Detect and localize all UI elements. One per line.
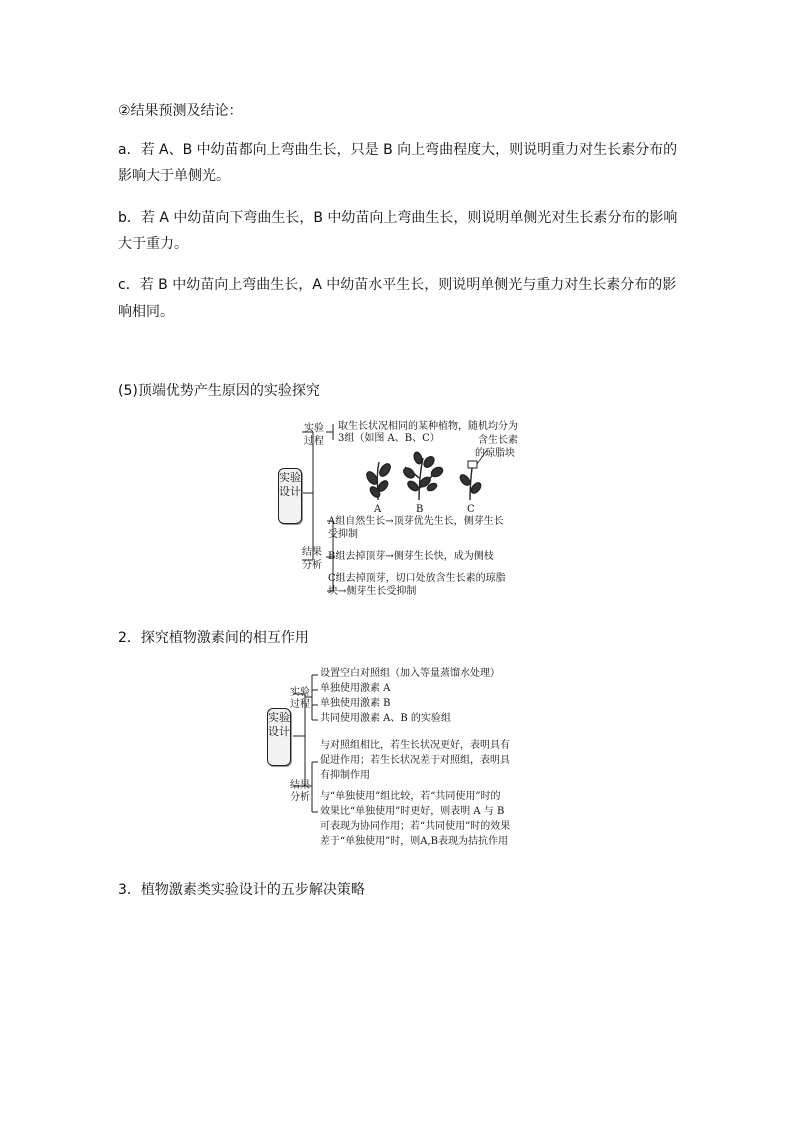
diagram2-result-2c: 可表现为协同作用；若“共同使用”时的效果 [320,821,511,832]
diagram2-result-label: 结果分析 [290,780,310,803]
diagram2-process-label: 实验过程 [290,687,310,710]
conclusion-b-line1: b．若 A 中幼苗向下弯曲生长，B 中幼苗向上弯曲生长，则说明单侧光对生长素分布的影响 [118,210,678,226]
diagram2-process-item-3: 单独使用激素 B [320,698,391,709]
diagram1-result-a2: 受抑制 [328,529,358,540]
diagram1-result-a1: A组自然生长→顶芽优先生长，侧芽生长 [328,516,504,527]
diagram2-result-1c: 有抑制作用 [320,770,370,781]
five-step-strategy-heading: 3．植物激素类实验设计的五步解决策略 [118,882,365,898]
diagram1-result-b: B组去掉顶芽→侧芽生长快，成为侧枝 [328,551,494,562]
diagram2-process-item-4: 共同使用激素 A、B 的实验组 [320,713,451,724]
diagram1-process-text1: 取生长状况相同的某种植物，随机均分为 [338,421,518,432]
conclusion-b-line2: 大于重力。 [118,236,188,252]
diagram1-root-box: 实验设计 [278,468,302,524]
apical-dominance-heading: (5)顶端优势产生原因的实验探究 [118,383,320,399]
diagram2-result-2b: 效果比“单独使用”时更好，则表明 A 与 B [320,806,505,817]
conclusion-a-line2: 影响大于单侧光。 [118,168,230,184]
plant-label-a: A [374,504,382,515]
diagram2-root-box: 实验设计 [267,708,291,766]
diagram2-process-item-1: 设置空白对照组（加入等量蒸馏水处理） [320,668,500,679]
conclusion-c-line2: 响相同。 [118,304,174,320]
diagram2-process-item-2: 单独使用激素 A [320,683,391,694]
hormone-interaction-heading: 2．探究植物激素间的相互作用 [118,630,309,646]
diagram1-agar-label2: 的琼脂块 [475,448,515,459]
conclusion-c-line1: c．若 B 中幼苗向上弯曲生长，A 中幼苗水平生长，则说明单侧光与重力对生长素分布的影 [118,277,677,293]
conclusion-heading: ②结果预测及结论： [118,103,243,119]
plant-label-c: C [467,504,475,515]
diagram1-result-c1: C组去掉顶芽，切口处放含生长素的琼脂 [328,573,506,584]
diagram2-result-2a: 与“单独使用”组比较，若“共同使用”时的 [320,791,501,802]
conclusion-a-line1: a．若 A、B 中幼苗都向上弯曲生长，只是 B 向上弯曲程度大，则说明重力对生长素分布的 [118,142,678,158]
plant-label-b: B [416,504,424,515]
diagram1-process-label: 实验过程 [304,423,324,447]
diagram1-result-label: 结果分析 [302,547,322,571]
diagram1-agar-label1: 含生长素 [478,435,518,446]
diagram2-result-1a: 与对照组相比，若生长状况更好，表明具有 [320,740,510,751]
diagram1-result-c2: 块→侧芽生长受抑制 [328,586,417,597]
diagram1-process-text2: 3组（如图 A、B、C） [338,433,440,444]
diagram2-result-1b: 促进作用；若生长状况差于对照组，表明具 [320,755,510,766]
diagram2-result-2d: 差于“单独使用”时，则A,B表现为拮抗作用 [320,836,508,847]
